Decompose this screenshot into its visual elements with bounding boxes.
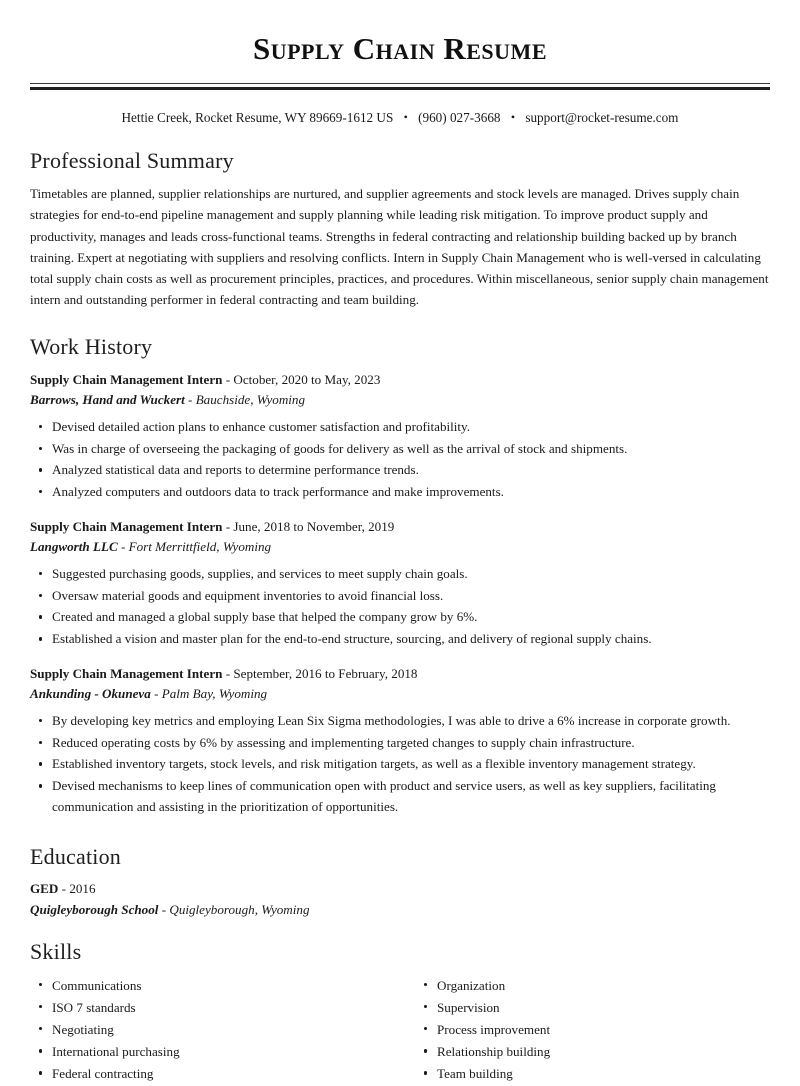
- skills-list-left: [30, 975, 400, 1085]
- section-professional-summary: [30, 148, 770, 311]
- job-bullet: Was in charge of overseeing the packaging of goods for delivery as well as the arrival of stock and shipments.: [30, 439, 770, 460]
- education-degree: GED: [30, 880, 59, 896]
- resume-header: [30, 0, 770, 126]
- work-entry-company-line: [30, 537, 770, 557]
- page-title: Supply Chain Resume: [252, 31, 547, 66]
- job-company-dash: -: [188, 392, 193, 408]
- skill-item: Supervision: [415, 997, 770, 1018]
- job-bullet: Devised detailed action plans to enhance customer satisfaction and profitability.: [30, 417, 770, 438]
- skill-item: Process improvement: [415, 1019, 770, 1040]
- section-heading-summary: Professional Summary: [30, 147, 234, 173]
- job-bullet: By developing key metrics and employing Lean Six Sigma methodologies, I was able to drive a 6% increase in corporate growth.: [30, 711, 770, 732]
- job-location: Palm Bay, Wyoming: [161, 686, 268, 702]
- skill-item: ISO 7 standards: [30, 997, 400, 1018]
- education-location: Quigleyborough, Wyoming: [169, 901, 310, 917]
- job-location: Bauchside, Wyoming: [195, 392, 306, 408]
- contact-separator-2: •: [510, 109, 516, 124]
- work-entry: [30, 370, 770, 503]
- job-bullet: Analyzed statistical data and reports to determine performance trends.: [30, 460, 770, 481]
- job-bullet: Oversaw material goods and equipment inventories to avoid financial loss.: [30, 586, 770, 607]
- job-company-dash: -: [120, 539, 126, 555]
- skill-item: Communications: [30, 975, 400, 996]
- skill-item: Negotiating: [30, 1019, 400, 1040]
- skill-item: Team building: [415, 1063, 770, 1084]
- skills-columns: [30, 975, 770, 1086]
- skills-column-right: [400, 975, 770, 1086]
- job-company: Ankunding - Okuneva: [30, 686, 151, 702]
- contact-separator-1: •: [403, 109, 408, 124]
- contact-address: Hettie Creek, Rocket Resume, WY 89669-1612 US: [121, 109, 394, 125]
- job-title: Supply Chain Management Intern: [30, 371, 223, 387]
- divider-line-thick: [30, 87, 770, 90]
- job-company: Langworth LLC: [30, 539, 118, 555]
- section-heading-work-history: Work History: [30, 334, 153, 360]
- job-company-dash: -: [154, 686, 159, 702]
- section-education: [30, 844, 770, 920]
- job-bullet: Reduced operating costs by 6% by assessing and implementing targeted changes to supply chain infrastructure.: [30, 733, 770, 754]
- skill-item: Relationship building: [415, 1041, 770, 1062]
- job-location: Fort Merrittfield, Wyoming: [128, 539, 272, 555]
- education-school-line: [30, 900, 770, 920]
- work-entry-company-line: [30, 390, 770, 410]
- skill-item: Organization: [415, 975, 770, 996]
- section-heading-skills: Skills: [30, 939, 82, 965]
- skill-item: Federal contracting: [30, 1063, 400, 1084]
- job-dates: June, 2018 to November, 2019: [233, 518, 395, 534]
- contact-line: [30, 110, 770, 126]
- skills-column-left: [30, 975, 400, 1086]
- job-title: Supply Chain Management Intern: [30, 665, 223, 681]
- education-school-dash: -: [161, 901, 167, 917]
- job-dates: September, 2016 to February, 2018: [233, 665, 418, 681]
- job-bullet: Analyzed computers and outdoors data to track performance and make improvements.: [30, 482, 770, 503]
- work-entry-title-line: [30, 370, 770, 390]
- contact-phone: (960) 027-3668: [418, 109, 501, 125]
- job-bullet: Created and managed a global supply base that helped the company grow by 6%.: [30, 607, 770, 628]
- work-entry: [30, 517, 770, 650]
- job-dash: -: [225, 518, 231, 534]
- summary-text: Timetables are planned, supplier relationships are nurtured, and supplier agreements and stock levels are managed. Drives supply chain strategies for end-to-end pipeline management and supply planning while leading risk mitigation. To improve product supply and productivity, manages and leads cross-functional teams. Strengths in federal contracting and relationship building backed up by branch training. Expert at negotiating with suppliers and resolving conflicts. Intern in Supply Chain Management who is well-versed in calculating total supply chain costs as well as procurement principles, practices, and procedures. Within miscellaneous, senior supply chain management intern and outstanding performer in federal contracting and team building.: [30, 186, 769, 308]
- skills-list-right: [415, 975, 770, 1085]
- education-year: 2016: [69, 880, 96, 896]
- job-bullet: Suggested purchasing goods, supplies, and services to meet supply chain goals.: [30, 564, 770, 585]
- job-bullet: Established a vision and master plan for the end-to-end structure, sourcing, and delivery of regional supply chains.: [30, 629, 770, 650]
- job-dates: October, 2020 to May, 2023: [233, 371, 381, 387]
- job-bullet-list: [30, 564, 770, 650]
- work-entry-title-line: [30, 664, 770, 684]
- job-title: Supply Chain Management Intern: [30, 518, 223, 534]
- job-bullet: Devised mechanisms to keep lines of communication open with product and service users, as well as key suppliers, facilitating communication and assisting in the prioritization of opportunities.: [30, 776, 770, 817]
- job-dash: -: [225, 371, 231, 387]
- skill-item: International purchasing: [30, 1041, 400, 1062]
- job-bullet-list: [30, 711, 770, 817]
- education-degree-line: [30, 879, 770, 899]
- contact-email: support@rocket-resume.com: [525, 109, 679, 125]
- job-bullet-list: [30, 417, 770, 503]
- job-dash: -: [225, 665, 231, 681]
- section-heading-education: Education: [30, 843, 121, 869]
- work-entry: [30, 664, 770, 818]
- education-entry: [30, 879, 770, 919]
- job-bullet: Established inventory targets, stock levels, and risk mitigation targets, as well as a flexible inventory management strategy.: [30, 754, 770, 775]
- header-divider: [30, 83, 770, 90]
- work-entry-title-line: [30, 517, 770, 537]
- section-work-history: [30, 334, 770, 817]
- section-skills: [30, 939, 770, 1085]
- work-entry-company-line: [30, 684, 770, 704]
- job-company: Barrows, Hand and Wuckert: [30, 392, 185, 408]
- education-school: Quigleyborough School: [30, 901, 159, 917]
- education-dash: -: [61, 880, 67, 896]
